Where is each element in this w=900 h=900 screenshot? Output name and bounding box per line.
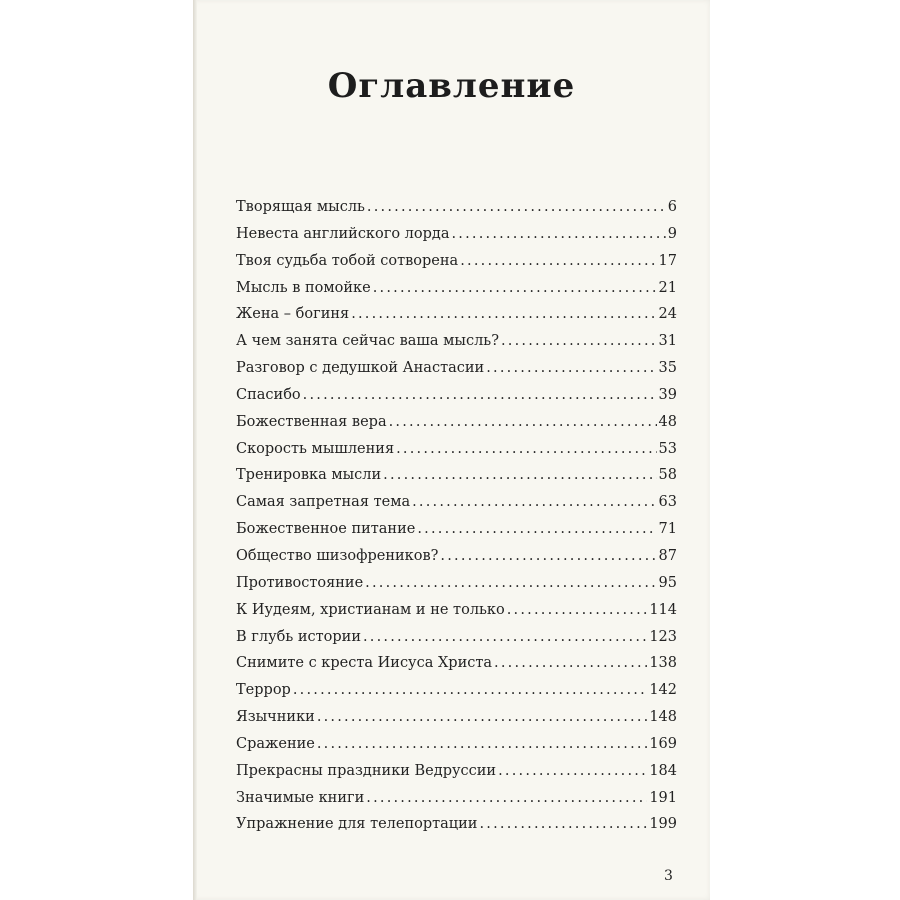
toc-entry: [236, 629, 677, 656]
toc-entry-page: 138: [649, 655, 677, 672]
toc-entry-page: 6: [667, 199, 677, 215]
toc-entry: [236, 763, 677, 790]
toc-leader-dots: [365, 575, 656, 591]
toc-entry: [236, 387, 677, 414]
toc-entry-page: 58: [658, 467, 677, 484]
toc-entry-title: Общество шизофреников?: [236, 547, 439, 564]
toc-entry-page: 71: [658, 521, 677, 538]
toc-entry-title: Сражение: [236, 735, 315, 752]
toc-entry-page: 24: [658, 306, 677, 323]
toc-entry-title: Язычники: [236, 709, 315, 726]
toc-leader-dots: [293, 682, 647, 698]
toc-entry-page: 87: [658, 547, 677, 564]
toc-entry: [236, 709, 677, 736]
toc-entry-page: 35: [658, 360, 677, 377]
toc-entry-page: 191: [649, 789, 677, 806]
toc-leader-dots: [367, 199, 666, 215]
toc-leader-dots: [396, 441, 656, 457]
toc-entry-page: 184: [649, 762, 677, 779]
toc-leader-dots: [486, 360, 656, 376]
toc-entry: [236, 575, 677, 602]
toc-leader-dots: [501, 333, 657, 349]
toc-entry: [236, 790, 677, 817]
toc-entry-page: 199: [649, 816, 677, 833]
toc-entry: [236, 736, 677, 763]
toc-entry: [236, 226, 677, 253]
toc-leader-dots: [412, 494, 656, 510]
table-of-contents: [236, 199, 677, 843]
toc-entry-page: 31: [658, 333, 677, 350]
toc-entry: [236, 441, 677, 468]
toc-entry: [236, 199, 677, 226]
toc-leader-dots: [351, 306, 656, 322]
toc-entry-page: 63: [658, 494, 677, 511]
toc-leader-dots: [363, 629, 647, 645]
toc-entry-page: 39: [658, 386, 677, 403]
toc-entry-title: Прекрасны праздники Ведруссии: [236, 762, 497, 779]
toc-entry-title: Мысль в помойке: [236, 279, 371, 296]
toc-entry-page: 169: [649, 735, 677, 752]
toc-entry: [236, 333, 677, 360]
toc-entry: [236, 521, 677, 548]
page-number: 3: [664, 868, 673, 884]
toc-entry-title: Снимите с креста Иисуса Христа: [236, 655, 493, 672]
toc-entry: [236, 548, 677, 575]
toc-entry-title: В глубь истории: [236, 628, 361, 645]
toc-entry-title: К Иудеям, христианам и не только: [236, 601, 505, 618]
toc-entry-title: Невеста английского лорда: [236, 225, 450, 242]
toc-entry-page: 95: [658, 574, 677, 591]
toc-leader-dots: [373, 280, 657, 296]
toc-entry-title: Скорость мышления: [236, 440, 395, 457]
toc-entry: [236, 467, 677, 494]
toc-entry-title: Террор: [236, 682, 291, 699]
toc-leader-dots: [440, 548, 656, 564]
toc-entry-page: 114: [649, 601, 677, 618]
toc-entry: [236, 360, 677, 387]
toc-entry-title: Противостояние: [236, 574, 364, 591]
toc-entry: [236, 306, 677, 333]
toc-leader-dots: [383, 467, 656, 483]
toc-leader-dots: [317, 709, 648, 725]
toc-entry: [236, 253, 677, 280]
toc-leader-dots: [389, 414, 657, 430]
toc-entry-title: Спасибо: [236, 386, 301, 403]
toc-leader-dots: [498, 763, 647, 779]
toc-leader-dots: [366, 790, 647, 806]
toc-entry-title: А чем занята сейчас ваша мысль?: [236, 333, 499, 350]
toc-entry-title: Разговор с дедушкой Анастасии: [236, 360, 485, 377]
toc-leader-dots: [417, 521, 656, 537]
toc-entry: [236, 816, 677, 843]
page-title: Оглавление: [327, 66, 576, 106]
toc-leader-dots: [303, 387, 657, 403]
toc-entry: [236, 280, 677, 307]
toc-entry: [236, 414, 677, 441]
toc-leader-dots: [479, 816, 647, 832]
page-gutter-shadow: [193, 0, 197, 900]
toc-entry-title: Упражнение для телепортации: [236, 816, 478, 833]
toc-entry: [236, 655, 677, 682]
toc-leader-dots: [460, 253, 656, 269]
toc-entry-page: 53: [658, 440, 677, 457]
toc-entry-title: Творящая мысль: [236, 199, 365, 215]
toc-entry-title: Божественное питание: [236, 521, 416, 538]
toc-leader-dots: [494, 655, 647, 671]
toc-entry-page: 48: [658, 413, 677, 430]
toc-entry: [236, 682, 677, 709]
book-page: [193, 0, 710, 900]
toc-entry-page: 142: [649, 682, 677, 699]
toc-leader-dots: [507, 602, 648, 618]
toc-entry-title: Значимые книги: [236, 789, 365, 806]
toc-entry-title: Жена – богиня: [236, 306, 350, 323]
toc-entry-title: Тренировка мысли: [236, 467, 382, 484]
toc-leader-dots: [451, 226, 665, 242]
toc-entry-title: Твоя судьба тобой сотворена: [236, 252, 459, 269]
toc-entry-page: 148: [649, 709, 677, 726]
toc-entry: [236, 602, 677, 629]
toc-entry-page: 123: [649, 628, 677, 645]
toc-entry-page: 17: [658, 252, 677, 269]
toc-leader-dots: [317, 736, 647, 752]
toc-entry: [236, 494, 677, 521]
toc-entry-page: 21: [658, 279, 677, 296]
toc-entry-page: 9: [667, 225, 677, 242]
toc-entry-title: Самая запретная тема: [236, 494, 411, 511]
toc-entry-title: Божественная вера: [236, 413, 387, 430]
